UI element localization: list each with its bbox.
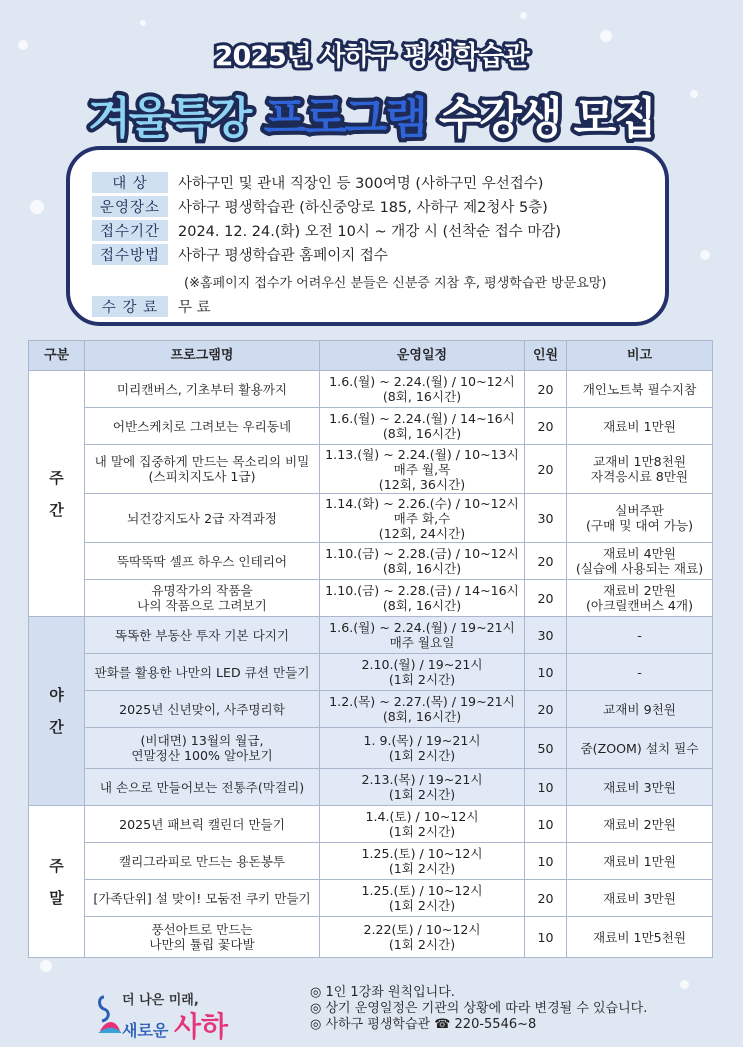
capacity-cell: 30 [525, 494, 567, 543]
remarks-cell: 재료비 3만원 [567, 769, 713, 806]
remarks-cell: 실버주판 (구매 및 대여 가능) [567, 494, 713, 543]
logo-slogan: 더 나은 미래, [122, 993, 199, 1008]
info-value: 사하구 평생학습관 홈페이지 접수 [178, 248, 388, 264]
page-title [0, 82, 743, 146]
saha-logo [96, 987, 286, 1043]
remarks-cell: 교재비 1만8천원 자격응시료 8만원 [567, 445, 713, 494]
table-row [29, 494, 713, 543]
remarks-cell: 개인노트북 필수지참 [567, 371, 713, 408]
header-category: 구분 [29, 341, 85, 371]
table-row [29, 769, 713, 806]
footer-note: ◎ 상기 운영일정은 기관의 상황에 따라 변경될 수 있습니다. [310, 1001, 648, 1016]
schedule-cell: 1.25.(토) / 10~12시 (1회 2시간) [320, 880, 525, 917]
info-label: 운영장소 [92, 196, 168, 217]
header-program-name: 프로그램명 [85, 341, 320, 371]
remarks-cell: 재료비 1만원 [567, 408, 713, 445]
snowflake [40, 960, 52, 972]
capacity-cell: 20 [525, 543, 567, 580]
remarks-cell: 재료비 2만원 [567, 806, 713, 843]
info-box [66, 146, 669, 326]
remarks-cell: 재료비 1만원 [567, 843, 713, 880]
header-schedule: 운영일정 [320, 341, 525, 371]
schedule-cell: 1.6.(월) ~ 2.24.(월) / 14~16시 (8회, 16시간) [320, 408, 525, 445]
schedule-cell: 2.22(토) / 10~12시 (1회 2시간) [320, 917, 525, 958]
table-row [29, 445, 713, 494]
table-row [29, 371, 713, 408]
table-row [29, 543, 713, 580]
table-row [29, 843, 713, 880]
table-row [29, 617, 713, 654]
capacity-cell: 20 [525, 371, 567, 408]
title-part-recruit: 수강생 모집 [438, 93, 655, 144]
remarks-cell: 재료비 4만원 (실습에 사용되는 재료) [567, 543, 713, 580]
capacity-cell: 30 [525, 617, 567, 654]
schedule-cell: 1.4.(토) / 10~12시 (1회 2시간) [320, 806, 525, 843]
schedule-cell: 2.10.(월) / 19~21시 (1회 2시간) [320, 654, 525, 691]
logo-name-saha: 사하 [173, 1010, 229, 1043]
header-capacity: 인원 [525, 341, 567, 371]
table-row [29, 880, 713, 917]
footer-notes [310, 985, 647, 1033]
schedule-cell: 1.10.(금) ~ 2.28.(금) / 10~12시 (8회, 16시간) [320, 543, 525, 580]
remarks-cell: 재료비 1만5천원 [567, 917, 713, 958]
swan-logo-icon [96, 991, 122, 1035]
schedule-cell: 1. 9.(목) / 19~21시 (1회 2시간) [320, 728, 525, 769]
program-name-cell: [가족단위] 설 맞이! 모둠전 쿠키 만들기 [85, 880, 320, 917]
remarks-cell: 교재비 9천원 [567, 691, 713, 728]
info-label: 접수방법 [92, 244, 168, 265]
info-label: 수 강 료 [92, 296, 168, 317]
remarks-cell: - [567, 617, 713, 654]
section-label: 주 간 [29, 371, 85, 617]
info-value: 사하구 평생학습관 (하신중앙로 185, 사하구 제2청사 5층) [178, 200, 548, 216]
capacity-cell: 20 [525, 691, 567, 728]
snowflake [30, 200, 44, 214]
schedule-cell: 1.13.(월) ~ 2.24.(월) / 10~13시 매주 월,목 (12회, 36시간) [320, 445, 525, 494]
program-name-cell: 캘리그라피로 만드는 용돈봉투 [85, 843, 320, 880]
info-row-fee [92, 296, 211, 317]
schedule-cell: 2.13.(목) / 19~21시 (1회 2시간) [320, 769, 525, 806]
program-name-cell: 내 말에 집중하게 만드는 목소리의 비밀 (스피치지도사 1급) [85, 445, 320, 494]
capacity-cell: 20 [525, 880, 567, 917]
section-label: 야 간 [29, 617, 85, 806]
remarks-cell: 재료비 2만원 (아크릴캔버스 4개) [567, 580, 713, 617]
table-row [29, 691, 713, 728]
capacity-cell: 10 [525, 769, 567, 806]
header-remarks: 비고 [567, 341, 713, 371]
capacity-cell: 20 [525, 445, 567, 494]
capacity-cell: 10 [525, 654, 567, 691]
program-name-cell: 2025년 신년맞이, 사주명리학 [85, 691, 320, 728]
page-subtitle: 2025년 사하구 평생학습관 [214, 41, 529, 72]
table-row [29, 408, 713, 445]
schedule-cell: 1.25.(토) / 10~12시 (1회 2시간) [320, 843, 525, 880]
snowflake [140, 20, 146, 26]
capacity-cell: 20 [525, 408, 567, 445]
info-label: 대 상 [92, 172, 168, 193]
remarks-cell: - [567, 654, 713, 691]
snowflake [680, 980, 689, 989]
schedule-cell: 1.6.(월) ~ 2.24.(월) / 19~21시 매주 월요일 [320, 617, 525, 654]
table-row [29, 654, 713, 691]
capacity-cell: 20 [525, 580, 567, 617]
table-row [29, 580, 713, 617]
capacity-cell: 10 [525, 917, 567, 958]
schedule-cell: 1.14.(화) ~ 2.26.(수) / 10~12시 매주 화,수 (12회, 24시간) [320, 494, 525, 543]
program-name-cell: 내 손으로 만들어보는 전통주(막걸리) [85, 769, 320, 806]
footer-note: ◎ 1인 1강좌 원칙입니다. [310, 985, 455, 1000]
section-label: 주 말 [29, 806, 85, 958]
capacity-cell: 50 [525, 728, 567, 769]
program-name-cell: 미리캔버스, 기초부터 활용까지 [85, 371, 320, 408]
info-label: 접수기간 [92, 220, 168, 241]
table-row [29, 917, 713, 958]
program-name-cell: 2025년 패브릭 캘린더 만들기 [85, 806, 320, 843]
snowflake [520, 12, 527, 19]
schedule-cell: 1.2.(목) ~ 2.27.(목) / 19~21시 (8회, 16시간) [320, 691, 525, 728]
schedule-cell: 1.10.(금) ~ 2.28.(금) / 14~16시 (8회, 16시간) [320, 580, 525, 617]
table-row [29, 806, 713, 843]
program-name-cell: 풍선아트로 만드는 나만의 튤립 꽃다발 [85, 917, 320, 958]
footer-note: ◎ 사하구 평생학습관 ☎ 220-5546~8 [310, 1017, 537, 1032]
capacity-cell: 10 [525, 843, 567, 880]
program-name-cell: 뇌건강지도사 2급 자격과정 [85, 494, 320, 543]
remarks-cell: 줌(ZOOM) 설치 필수 [567, 728, 713, 769]
program-name-cell: 판화를 활용한 나만의 LED 큐션 만들기 [85, 654, 320, 691]
program-name-cell: 똑똑한 부동산 투자 기본 다지기 [85, 617, 320, 654]
program-name-cell: 뚝딱뚝딱 셀프 하우스 인테리어 [85, 543, 320, 580]
table-header-row [29, 341, 713, 371]
title-part-program: 프로그램 [263, 93, 426, 144]
capacity-cell: 10 [525, 806, 567, 843]
snowflake [700, 250, 710, 260]
table-row [29, 728, 713, 769]
logo-name-prefix: 새로운 [122, 1021, 169, 1040]
info-row-location [92, 196, 548, 217]
info-row-target [92, 172, 543, 193]
program-name-cell: 어반스케치로 그려보는 우리동네 [85, 408, 320, 445]
program-name-cell: 유명작가의 작품을 나의 작품으로 그려보기 [85, 580, 320, 617]
remarks-cell: 재료비 3만원 [567, 880, 713, 917]
info-value: 사하구민 및 관내 직장인 등 300여명 (사하구민 우선접수) [178, 176, 544, 192]
info-note: (※홈페이지 접수가 어려우신 분들은 신분증 지참 후, 평생학습관 방문요망) [184, 276, 607, 291]
title-part-winter-course: 겨울특강 [88, 93, 251, 144]
program-name-cell: (비대면) 13월의 월급, 연말정산 100% 알아보기 [85, 728, 320, 769]
info-value: 무 료 [178, 300, 211, 316]
info-value: 2024. 12. 24.(화) 오전 10시 ~ 개강 시 (선착순 접수 마감) [178, 224, 562, 240]
logo-name [122, 1005, 228, 1045]
schedule-cell: 1.6.(월) ~ 2.24.(월) / 10~12시 (8회, 16시간) [320, 371, 525, 408]
info-row-period [92, 220, 561, 241]
program-table [28, 340, 713, 958]
info-row-method [92, 244, 388, 265]
